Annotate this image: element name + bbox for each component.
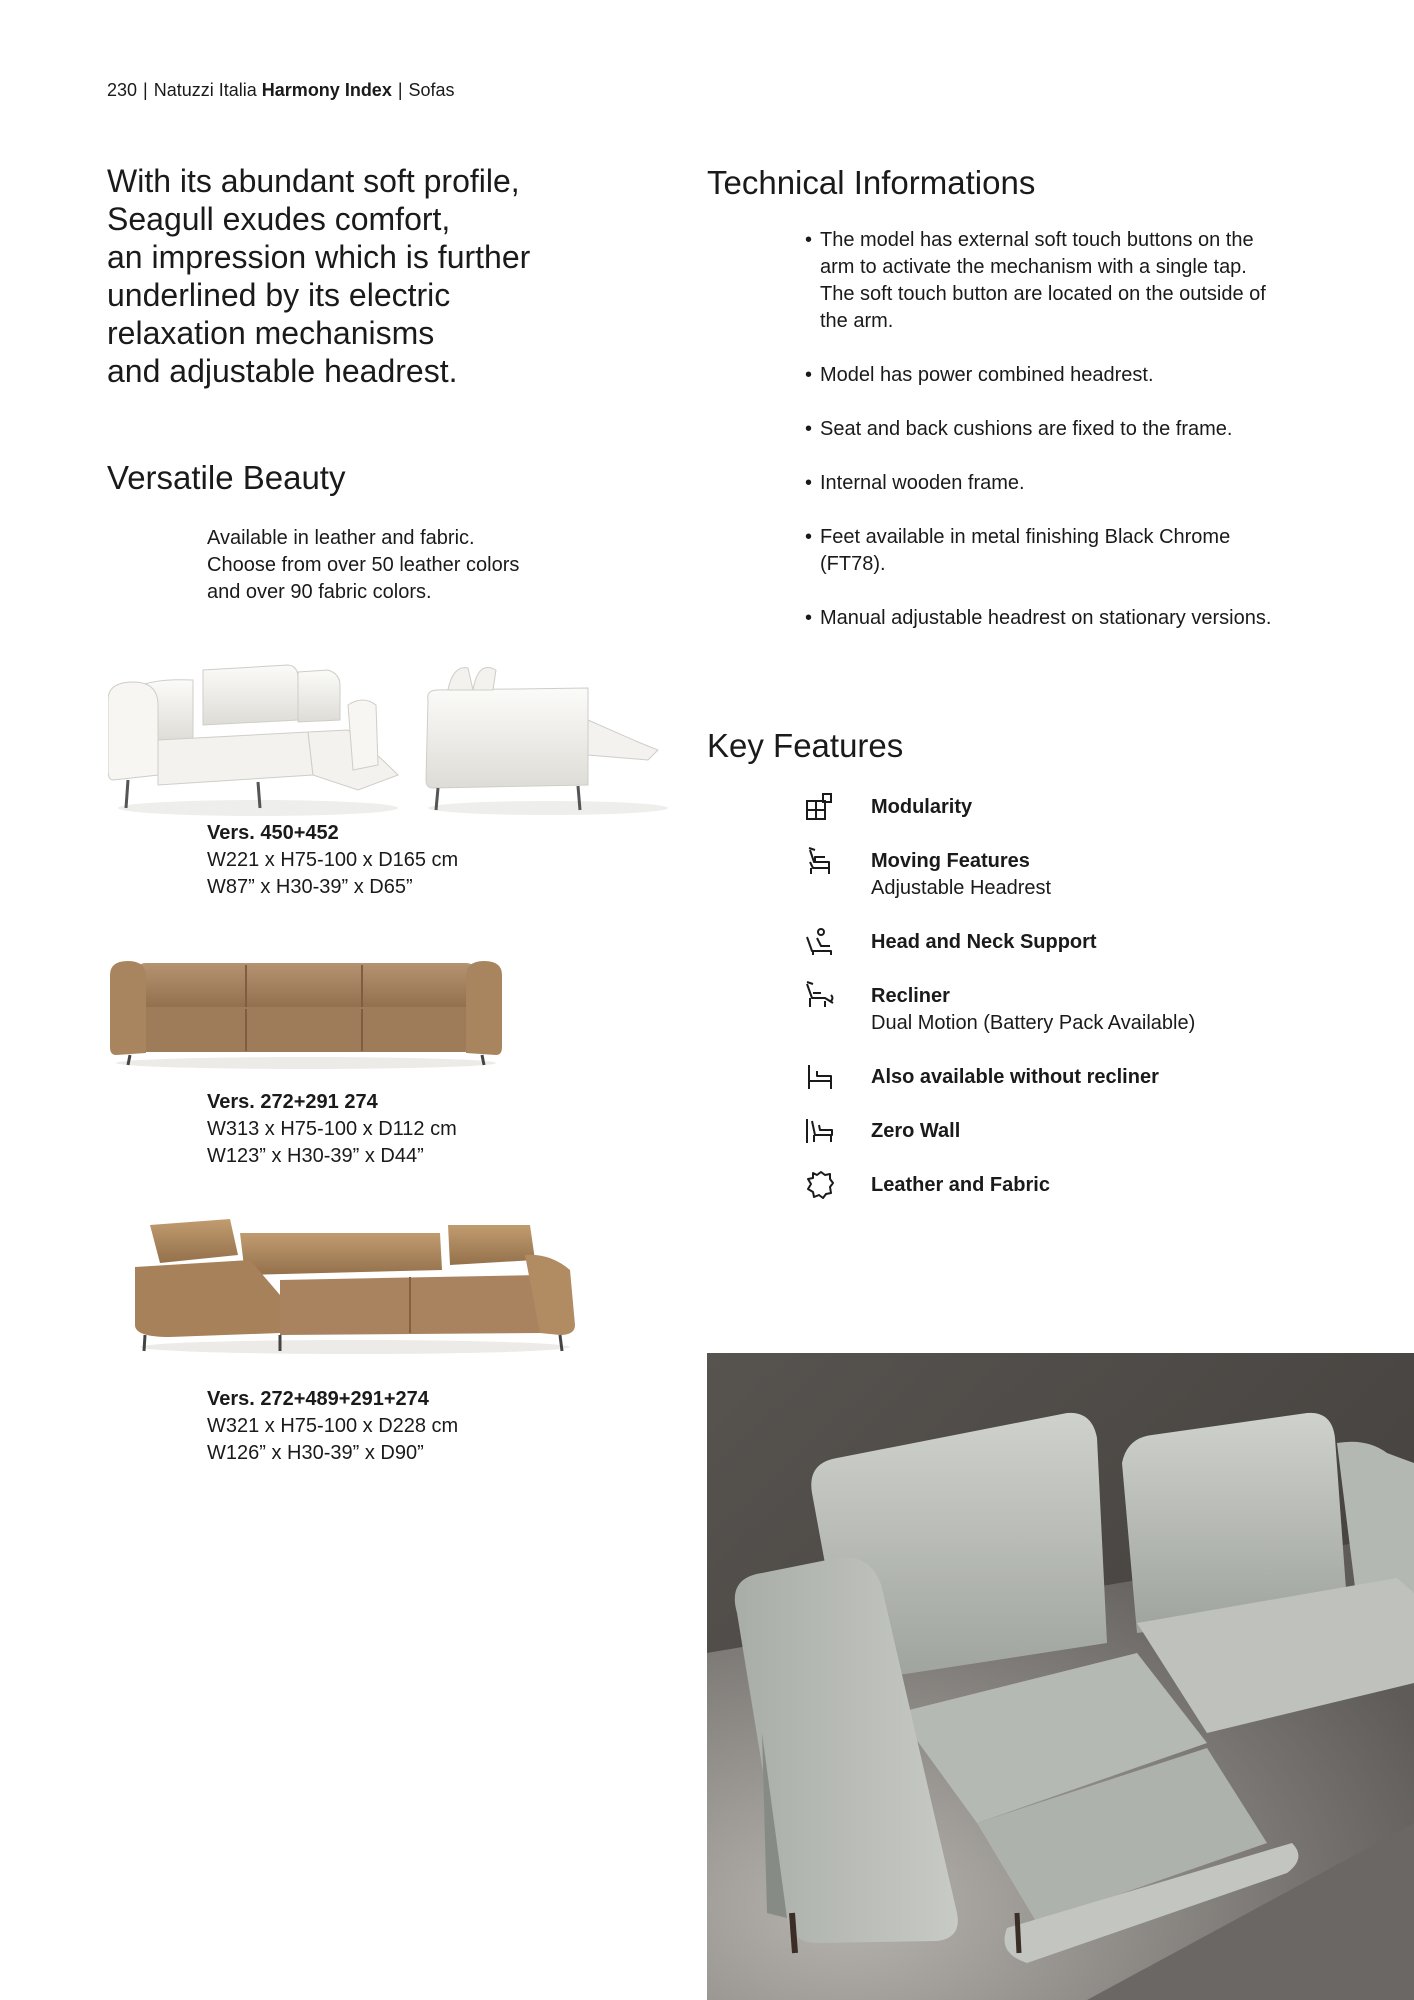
variant-2-spec [207, 1089, 457, 1170]
intro-line: an impression which is further [107, 239, 531, 275]
lifestyle-photo [707, 1353, 1414, 2000]
zero-wall-icon [805, 1116, 835, 1146]
feature-sublabel: Dual Motion (Battery Pack Available) [871, 1012, 1196, 1034]
moving-features-icon [805, 846, 835, 876]
sofa-variant-3-image [130, 1215, 580, 1355]
description-line: Choose from over 50 leather colors [207, 554, 520, 576]
description-line: Available in leather and fabric. [207, 527, 475, 549]
feature-sublabel: Adjustable Headrest [871, 877, 1052, 899]
technical-item: • Manual adjustable headrest on stationary versions. [805, 605, 1275, 632]
versatile-beauty-description [207, 525, 519, 606]
feature-label: Modularity [871, 796, 973, 818]
key-features-title: Key Features [707, 727, 904, 764]
feature-label: Leather and Fabric [871, 1174, 1050, 1196]
variant-dimensions-metric: W313 x H75-100 x D112 cm [207, 1118, 457, 1140]
technical-list [805, 227, 1275, 632]
sofa-photo-image [707, 1353, 1414, 2000]
collection-name: Harmony Index [261, 80, 392, 100]
versatile-beauty-title: Versatile Beauty [107, 459, 346, 496]
intro-line: underlined by its electric [107, 277, 451, 313]
feature-label: Also available without recliner [871, 1066, 1159, 1088]
variant-3-spec [207, 1386, 458, 1467]
sofa-variant-1-image [108, 660, 668, 820]
page-header: 230 | Natuzzi Italia Harmony Index | Sofas [107, 80, 455, 100]
technical-item: • The model has external soft touch buttons on the arm to activate the mechanism with a single tap. The soft touch button are located on the outside of the arm. [805, 227, 1275, 335]
intro-line: and adjustable headrest. [107, 353, 458, 389]
sofa-variant-2-image [110, 955, 502, 1070]
technical-item: • Feet available in metal finishing Black Chrome (FT78). [805, 524, 1275, 578]
feature-label: Moving Features [871, 850, 1030, 872]
variant-dimensions-imperial: W87” x H30-39” x D65” [207, 876, 413, 898]
head-neck-support-icon [805, 927, 835, 957]
technical-item: • Internal wooden frame. [805, 470, 1275, 497]
variant-code: Vers. 272+489+291+274 [207, 1388, 429, 1410]
variant-dimensions-imperial: W126” x H30-39” x D90” [207, 1442, 424, 1464]
variant-code: Vers. 272+291 274 [207, 1091, 378, 1113]
technical-informations-title: Technical Informations [707, 164, 1036, 201]
feature-label: Head and Neck Support [871, 931, 1097, 953]
intro-line: relaxation mechanisms [107, 315, 435, 351]
leather-fabric-icon [805, 1170, 835, 1200]
variant-code: Vers. 450+452 [207, 822, 339, 844]
variant-dimensions-metric: W221 x H75-100 x D165 cm [207, 849, 459, 871]
variant-dimensions-metric: W321 x H75-100 x D228 cm [207, 1415, 459, 1437]
intro-line: With its abundant soft profile, [107, 163, 520, 199]
feature-label: Zero Wall [871, 1120, 961, 1142]
feature-label: Recliner [871, 985, 950, 1007]
intro-text [107, 162, 607, 390]
description-line: and over 90 fabric colors. [207, 581, 432, 603]
brand-name: Natuzzi Italia [153, 80, 257, 100]
page-number: 230 [107, 80, 138, 100]
variant-dimensions-imperial: W123” x H30-39” x D44” [207, 1145, 424, 1167]
technical-item: • Seat and back cushions are fixed to the frame. [805, 416, 1275, 443]
variant-1-spec [207, 820, 458, 901]
recliner-icon [805, 981, 835, 1011]
section-name: Sofas [408, 80, 455, 100]
modularity-icon [805, 792, 835, 822]
no-recliner-icon [805, 1062, 835, 1092]
technical-item: • Model has power combined headrest. [805, 362, 1275, 389]
intro-line: Seagull exudes comfort, [107, 201, 451, 237]
